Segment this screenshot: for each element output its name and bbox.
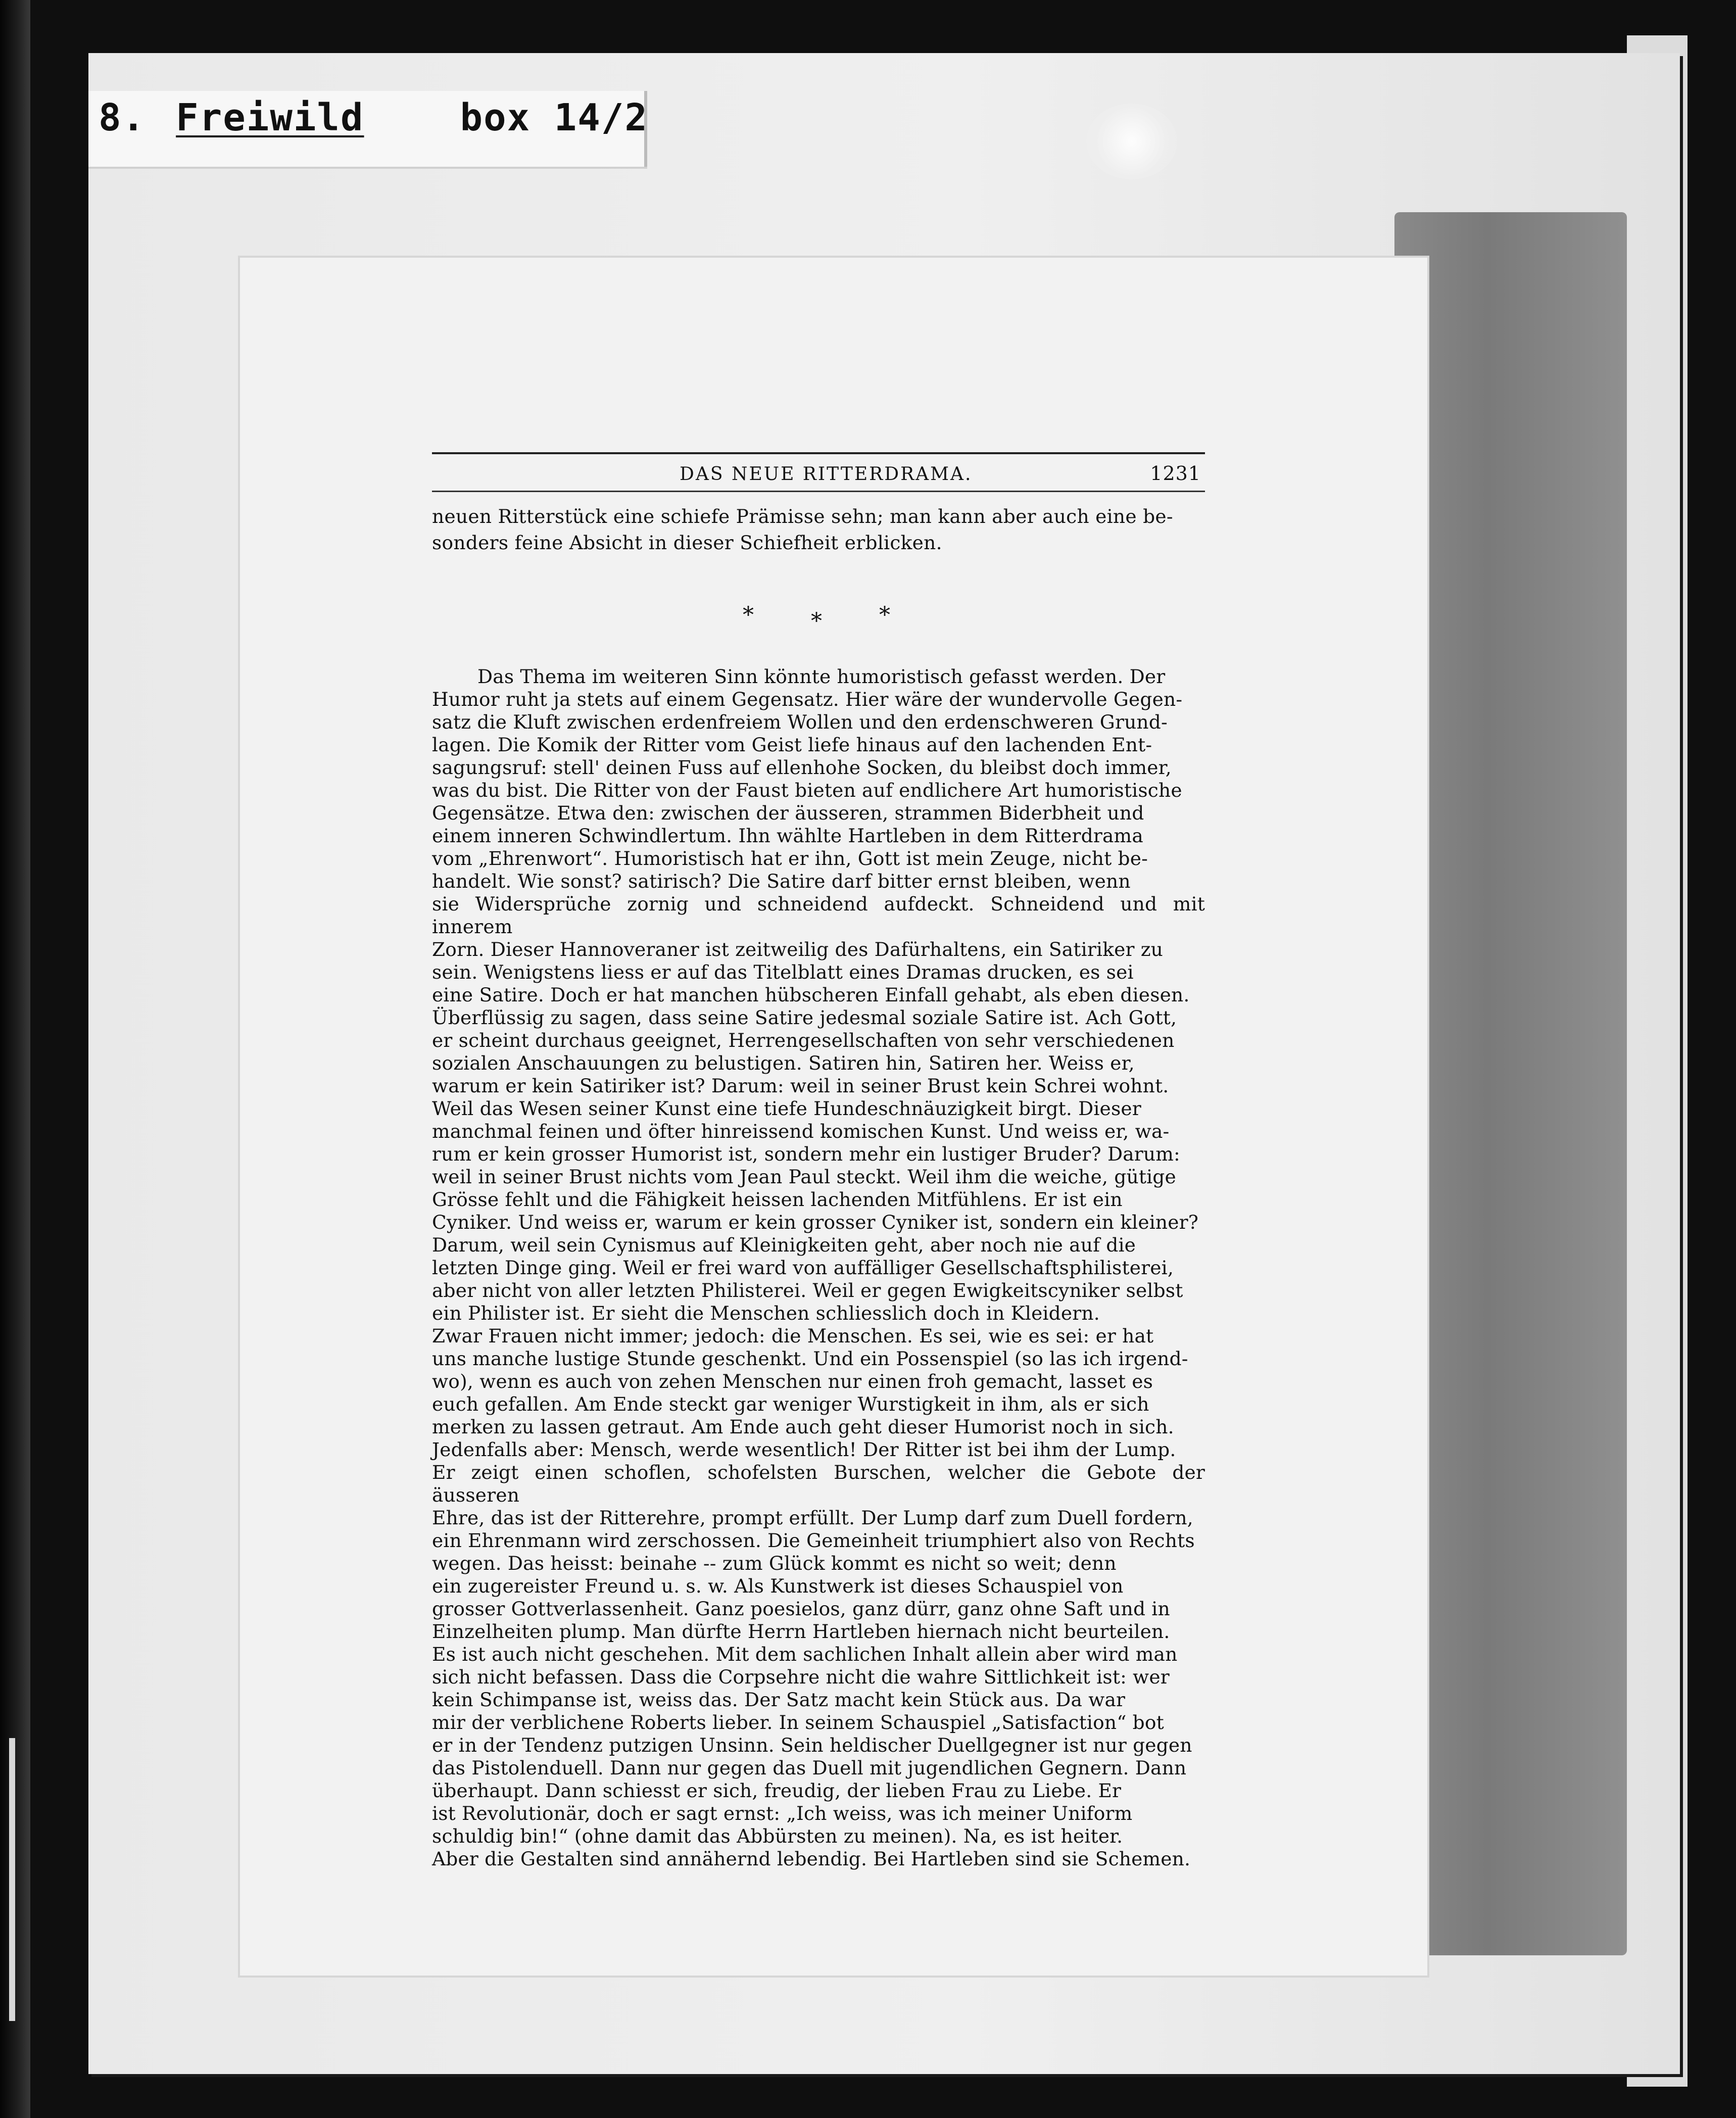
running-header bbox=[432, 462, 1205, 492]
separator-star: * bbox=[811, 608, 822, 634]
body-line: Grösse fehlt und die Fähigkeit heissen lachenden Mitfühlens. Er ist ein bbox=[432, 1188, 1123, 1211]
body-line: sich nicht befassen. Dass die Corpsehre nicht die wahre Sittlichkeit ist: wer bbox=[432, 1666, 1170, 1688]
body-line: Ehre, das ist der Ritterehre, prompt erfüllt. Der Lump darf zum Duell fordern, bbox=[432, 1507, 1193, 1529]
body-line: rum er kein grosser Humorist ist, sondern mehr ein lustiger Bruder? Darum: bbox=[432, 1143, 1180, 1165]
running-header-title: DAS NEUE RITTERDRAMA. bbox=[680, 464, 973, 485]
separator-star: * bbox=[743, 602, 754, 628]
body-line: ist Revolutionär, doch er sagt ernst: „Ich weiss, was ich meiner Uniform bbox=[432, 1802, 1133, 1824]
body-line: aber nicht von aller letzten Philisterei. Weil er gegen Ewigkeitscyniker selbst bbox=[432, 1279, 1183, 1302]
body-line: er in der Tendenz putzigen Unsinn. Sein heldischer Duellgegner ist nur gegen bbox=[432, 1734, 1192, 1756]
body-line: satz die Kluft zwischen erdenfreiem Wollen und den erdenschweren Grund- bbox=[432, 711, 1168, 733]
section-separator bbox=[432, 602, 1205, 643]
body-line: wegen. Das heisst: beinahe -- zum Glück kommt es nicht so weit; denn bbox=[432, 1552, 1117, 1574]
body-line: ein Philister ist. Er sieht die Menschen schliesslich doch in Kleidern. bbox=[432, 1302, 1100, 1324]
body-paragraph bbox=[432, 665, 1205, 1870]
body-line: grosser Gottverlassenheit. Ganz poesielos, ganz dürr, ganz ohne Saft und in bbox=[432, 1598, 1170, 1620]
body-line: sagungsruf: stell' deinen Fuss auf ellenhohe Socken, du bleibst doch immer, bbox=[432, 756, 1172, 779]
body-line: sozialen Anschauungen zu belustigen. Satiren hin, Satiren her. Weiss er, bbox=[432, 1052, 1135, 1074]
body-line: kein Schimpanse ist, weiss das. Der Satz macht kein Stück aus. Da war bbox=[432, 1689, 1126, 1711]
folder-title: Freiwild bbox=[176, 96, 364, 139]
body-line: Er zeigt einen schoflen, schofelsten Burschen, welcher die Gebote der äusseren bbox=[432, 1461, 1205, 1506]
body-line: überhaupt. Dann schiesst er sich, freudig, der lieben Frau zu Liebe. Er bbox=[432, 1779, 1122, 1802]
body-line: Es ist auch nicht geschehen. Mit dem sachlichen Inhalt allein aber wird man bbox=[432, 1643, 1178, 1665]
body-line: ein Ehrenmann wird zerschossen. Die Gemeinheit triumphiert also von Rechts bbox=[432, 1529, 1195, 1552]
body-line: vom „Ehrenwort“. Humoristisch hat er ihn, Gott ist mein Zeuge, nicht be- bbox=[432, 847, 1148, 870]
body-line: was du bist. Die Ritter von der Faust bieten auf endlichere Art humoristische bbox=[432, 779, 1182, 801]
body-line: Einzelheiten plump. Man dürfte Herrn Hartleben hiernach nicht beurteilen. bbox=[432, 1620, 1170, 1643]
body-line: sein. Wenigstens liess er auf das Titelblatt eines Dramas drucken, es sei bbox=[432, 961, 1134, 983]
folder-box: box 14/2 bbox=[460, 96, 648, 139]
body-line: merken zu lassen getraut. Am Ende auch geht dieser Humorist noch in sich. bbox=[432, 1416, 1174, 1438]
body-line: Jedenfalls aber: Mensch, werde wesentlich! Der Ritter ist bei ihm der Lump. bbox=[432, 1438, 1176, 1461]
page-number: 1231 bbox=[1150, 462, 1201, 485]
body-line: ein zugereister Freund u. s. w. Als Kunstwerk ist dieses Schauspiel von bbox=[432, 1575, 1124, 1597]
header-rule bbox=[432, 452, 1205, 454]
separator-star: * bbox=[879, 602, 890, 628]
folder-number: 8. bbox=[99, 96, 146, 139]
body-line: Humor ruht ja stets auf einem Gegensatz. Hier wäre der wundervolle Gegen- bbox=[432, 688, 1183, 710]
body-line: warum er kein Satiriker ist? Darum: weil in seiner Brust kein Schrei wohnt. bbox=[432, 1075, 1169, 1097]
body-line: manchmal feinen und öfter hinreissend komischen Kunst. Und weiss er, wa- bbox=[432, 1120, 1170, 1142]
body-line: Gegensätze. Etwa den: zwischen der äusseren, strammen Biderbheit und bbox=[432, 802, 1144, 824]
body-line: lagen. Die Komik der Ritter vom Geist liefe hinaus auf den lachenden Ent- bbox=[432, 734, 1152, 756]
body-line: Überflüssig zu sagen, dass seine Satire jedesmal soziale Satire ist. Ach Gott, bbox=[432, 1006, 1177, 1029]
body-line: Darum, weil sein Cynismus auf Kleinigkeiten geht, aber noch nie auf die bbox=[432, 1234, 1136, 1256]
body-line: das Pistolenduell. Dann nur gegen das Duell mit jugendlichen Gegnern. Dann bbox=[432, 1757, 1187, 1779]
body-line: sie Widersprüche zornig und schneidend aufdeckt. Schneidend und mit innerem bbox=[432, 893, 1205, 938]
folder-label bbox=[99, 96, 648, 139]
body-line: eine Satire. Doch er hat manchen hübscheren Einfall gehabt, als eben diesen. bbox=[432, 984, 1190, 1006]
body-line: handelt. Wie sonst? satirisch? Die Satire darf bitter ernst bleiben, wenn bbox=[432, 870, 1131, 892]
body-line: uns manche lustige Stunde geschenkt. Und ein Possenspiel (so las ich irgend- bbox=[432, 1347, 1188, 1370]
intro-line: sonders feine Absicht in dieser Schiefheit erblicken. bbox=[432, 532, 942, 554]
body-line: einem inneren Schwindlertum. Ihn wählte Hartleben in dem Ritterdrama bbox=[432, 825, 1143, 847]
gray-shadow-strip bbox=[1394, 212, 1627, 1955]
body-line: schuldig bin!“ (ohne damit das Abbürsten zu meinen). Na, es ist heiter. bbox=[432, 1825, 1123, 1847]
body-line: Aber die Gestalten sind annähernd lebendig. Bei Hartleben sind sie Schemen. bbox=[432, 1848, 1191, 1870]
body-line: euch gefallen. Am Ende steckt gar weniger Wurstigkeit in ihm, als er sich bbox=[432, 1393, 1149, 1415]
intro-paragraph bbox=[432, 503, 1205, 556]
intro-line: neuen Ritterstück eine schiefe Prämisse sehn; man kann aber auch eine be- bbox=[432, 505, 1173, 527]
body-line: Weil das Wesen seiner Kunst eine tiefe Hundeschnäuzigkeit birgt. Dieser bbox=[432, 1097, 1141, 1120]
body-line: er scheint durchaus geeignet, Herrengesellschaften von sehr verschiedenen bbox=[432, 1029, 1175, 1051]
body-line: Zwar Frauen nicht immer; jedoch: die Menschen. Es sei, wie es sei: er hat bbox=[432, 1325, 1154, 1347]
body-line: mir der verblichene Roberts lieber. In seinem Schauspiel „Satisfaction“ bot bbox=[432, 1711, 1164, 1734]
body-line: letzten Dinge ging. Weil er frei ward von auffälliger Gesellschaftsphilisterei, bbox=[432, 1257, 1174, 1279]
faint-stamp bbox=[1086, 104, 1177, 179]
left-paper-sliver bbox=[9, 1738, 15, 2021]
body-line: Zorn. Dieser Hannoveraner ist zeitweilig des Dafürhaltens, ein Satiriker zu bbox=[432, 938, 1164, 960]
body-line: weil in seiner Brust nichts vom Jean Paul steckt. Weil ihm die weiche, gütige bbox=[432, 1166, 1176, 1188]
body-line: wo), wenn es auch von zehen Menschen nur einen froh gemacht, lasset es bbox=[432, 1370, 1153, 1392]
article-text-block bbox=[432, 452, 1205, 1870]
dark-left-edge bbox=[0, 0, 30, 2118]
body-line: Das Thema im weiteren Sinn könnte humoristisch gefasst werden. Der bbox=[477, 665, 1166, 688]
body-line: Cyniker. Und weiss er, warum er kein grosser Cyniker ist, sondern ein kleiner? bbox=[432, 1211, 1199, 1233]
